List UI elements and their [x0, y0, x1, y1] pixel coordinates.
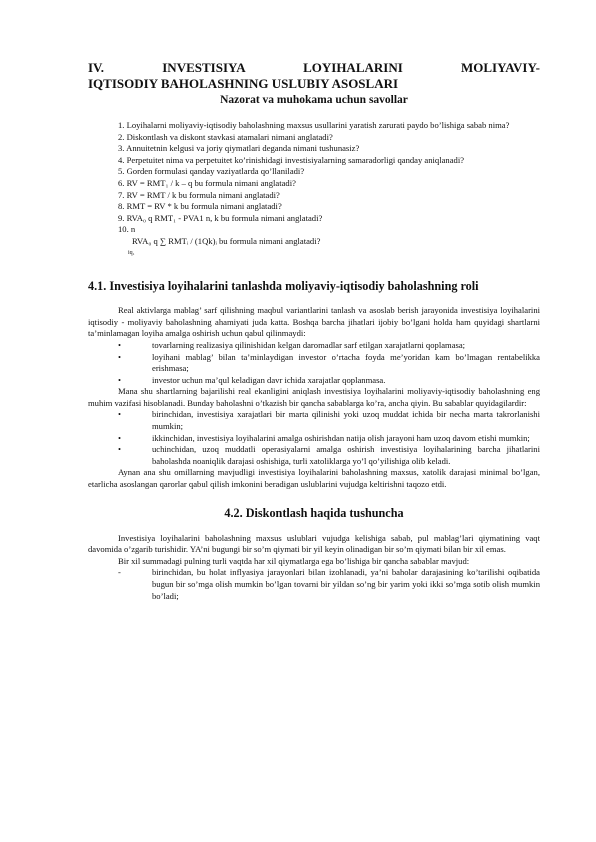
dash-marker: - — [118, 567, 121, 578]
list-item: • birinchidan, investisiya xarajatlari bir marta qilinishi yoki uzoq muddat ichida bir necha marta takrorlanishi mumkin; — [118, 409, 540, 432]
section-4-1-heading: 4.1. Investisiya loyihalarini tanlashda moliyaviy-iqtisodiy baholashning roli — [88, 279, 479, 294]
value-reasons-list — [88, 567, 540, 602]
list-item: • investor uchun ma’qul keladigan davr ichida xarajatlar qoplanmasa. — [118, 374, 386, 385]
question-10-formula: RVA₀ q ∑ RMTᵢ / (1Qk)ᵢ bu formula nimani anglatadi? — [132, 235, 321, 246]
bullet-marker: • — [118, 432, 122, 443]
question-7: 7. RV = RMT / k bu formula nimani anglatadi? — [118, 189, 280, 200]
question-4: 4. Perpetuitet nima va perpetuitet ko’rinishidagi investisiyalarning samaradorligi qanday aniqlanadi? — [118, 154, 465, 165]
section-4-1-paragraph-1: Real aktivlarga mablag’ sarf qilishning maqbul variantlarini tanlash va asoslab berish jarayonida investisiya loyihalarini iqtisodiy - moliyaviy baholashning ahamiyati juda katta. Boshqa barcha jihatlari ijobiy bo’lgani holda ham quyidagi shartlarni ta’minlamagan loyiha amalga oshirish uchun qabul qilinmaydi: — [88, 305, 540, 339]
bullet-marker: • — [118, 409, 122, 420]
bullet-marker: • — [118, 339, 122, 350]
section-4-1-paragraph-2: Mana shu shartlarning bajarilishi real ekanligini aniqlash investisiya loyihalarini moliyaviy-iqtisodiy baholashning eng muhim vazifasi hisoblanadi. Bunday baholashni o’tkazish bir qancha sabablarga ko’ra, ancha qiyin. Bu sabablar quyidagilardir: — [88, 386, 540, 408]
questions-subtitle: Nazorat va muhokama uchun savollar — [220, 94, 408, 106]
list-item: • tovarlarning realizasiya qilinishidan kelgan daromadlar sarf etilgan xarajatlarni qoplamasa; — [118, 339, 466, 350]
question-8: 8. RMT = RV * k bu formula nimani anglatadi? — [118, 201, 282, 212]
section-4-2-paragraph-1: Investisiya loyihalarini baholashning maxsus uslublari vujudga kelishiga sabab, pul mablag’lari qiymatining vaqt davomida o’zgarib turishidir. YA’ni bugungi bir so’m qiymati bir yil keyin olinadigan bir so’m qiymati bilan bir xil emas. — [88, 532, 540, 555]
list-item: • loyihani mablag’ bilan ta’minlaydigan investor o’rtacha foyda me’yoridan kam bo’lmagan rentabelikka erishmasa; — [118, 351, 540, 374]
question-9: 9. RVA₀ q RMT₁ - PVA1 n, k bu formula nimani anglatadi? — [118, 212, 323, 223]
question-3: 3. Annuitetnin kelgusi va joriy qiymatlari deganda nimani tushunasiz? — [118, 143, 360, 154]
question-2: 2. Diskontlash va diskont stavkasi atamalari nimani anglatadi? — [118, 131, 333, 142]
document-page — [88, 60, 540, 602]
bullet-marker: • — [118, 444, 122, 455]
list-item: - birinchidan, bu holat inflyasiya jarayonlari bilan izohlanadi, ya’ni baholar darajasining ko’tarilishi oqibatida bugun bir so’mga olish mumkin bo’lgan tovarni bir yildan so’ng bir yarim yoki ikki so’mga sotib olish mumkin bo’ladi; — [118, 567, 540, 601]
bullet-marker: • — [118, 374, 122, 385]
section-4-2-heading: 4.2. Diskontlash haqida tushuncha — [224, 505, 404, 520]
bullet-marker: • — [118, 351, 122, 362]
section-4-2-paragraph-2: Bir xil summadagi pulning turli vaqtda har xil qiymatlarga ega bo’lishiga bir qancha sabablar mavjud: — [118, 555, 470, 566]
question-5: 5. Gorden formulasi qanday vaziyatlarda qo’llaniladi? — [118, 166, 305, 177]
list-item: • uchinchidan, uzoq muddatli operasiyalarni amalga oshirish investisiya loyihalarining barcha jihatlarini baholashda noaniqlik darajasi oshishiga, turli xatoliklarga yo’l qo’yilishiga olib keladi. — [118, 444, 540, 466]
conditions-list — [88, 340, 540, 386]
reasons-list — [88, 409, 540, 467]
list-item: • ikkinchidan, investisiya loyihalarini amalga oshirishdan natija olish jarayoni ham uzoq davom etishi mumkin; — [118, 432, 530, 443]
chapter-title-line1: IV. INVESTISIYA LOYIHALARINI MOLIYAVIY- — [88, 60, 540, 75]
section-4-1-paragraph-3: Aynan ana shu omillarning mavjudligi investisiya loyihalarini baholashning maxsus, xatolik darajasi minimal bo’lgan, etarlicha asoslangan qarorlar qabul qilish imkonini beradigan uslublarini vujudga keltirishni taqozo etdi. — [88, 467, 540, 490]
question-1: 1. Loyihalarni moliyaviy-iqtisodiy baholashning maxsus usullarini yaratish zarurati paydo bo’lishiga sabab nima? — [118, 120, 510, 130]
question-10-subscript: iq₁ — [128, 249, 135, 256]
question-6: 6. RV = RMT₁ / k – q bu formula nimani anglatadi? — [118, 177, 296, 188]
question-10-number: 10. n — [118, 224, 136, 235]
chapter-title-line2: IQTISODIY BAHOLASHNING USLUBIY ASOSLARI — [88, 76, 399, 91]
questions-list — [88, 120, 540, 259]
